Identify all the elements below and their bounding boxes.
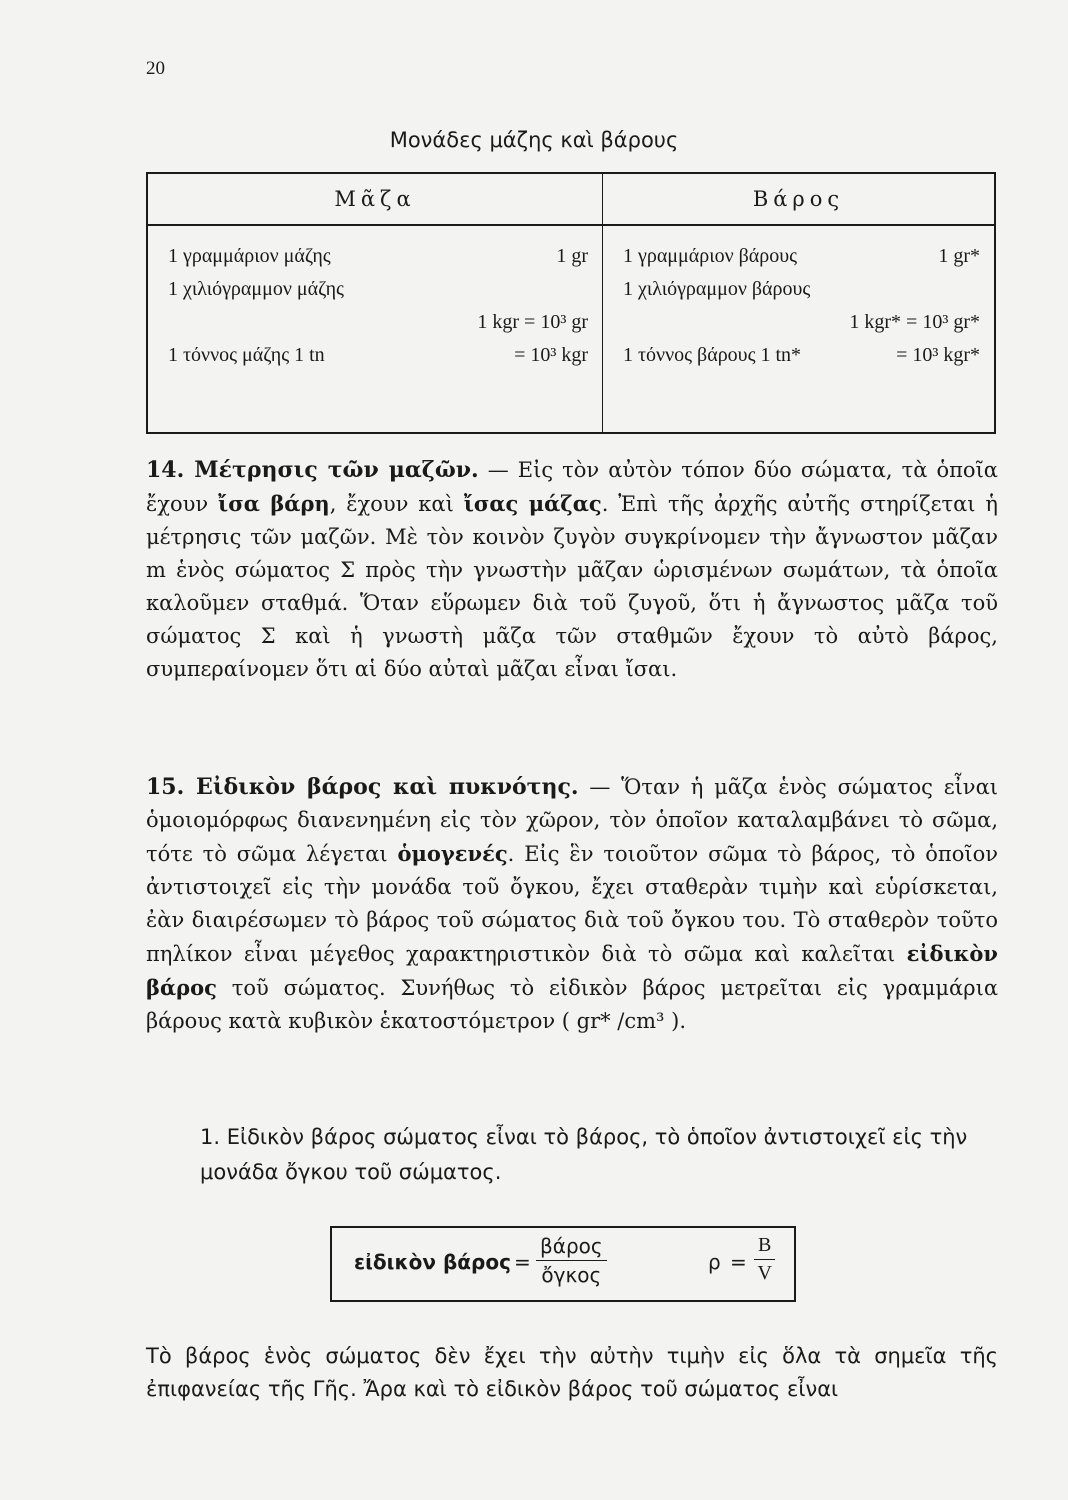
formula-symbol-B: B — [754, 1234, 775, 1260]
weight-kilogram-name: 1 χιλιόγραμμον βάρους — [623, 278, 811, 300]
mass-row-kilogram-equiv — [168, 306, 588, 339]
section-14-heading: 14. Μέτρησις τῶν μαζῶν. — [146, 457, 479, 483]
formula-rho: ρ — [708, 1250, 721, 1274]
mass-row-ton — [168, 339, 588, 372]
section-15-text-3: τοῦ σώματος. Συνήθως τὸ εἰδικὸν βάρος μετρεῖται εἰς γραμμάρια βάρους κατὰ κυβικὸν ἑκατοστόμετρον ( gr* /cm³ ). — [146, 976, 998, 1033]
mass-row-kilogram — [168, 273, 588, 306]
page-number: 20 — [146, 58, 165, 79]
mass-gram-value: 1 gr — [556, 245, 588, 267]
weight-row-ton — [623, 339, 980, 372]
section-14-text-2: , ἔχουν καὶ — [329, 492, 464, 516]
formula-equals-2: = — [730, 1250, 747, 1274]
formula-denominator: ὄγκος — [541, 1263, 602, 1287]
section-14-bold-2: ἴσας μάζας — [463, 491, 602, 516]
formula-lhs: εἰδικὸν βάρος — [354, 1250, 511, 1274]
weight-ton-name: 1 τόννος βάρους 1 tn* — [623, 344, 802, 366]
section-15-bold-2: εἰδικὸν βάρος — [146, 941, 998, 1000]
section-14-text-1: — Εἰς τὸν αὐτὸν τόπον δύο σώματα, τὰ ὁποῖα ἔχουν — [146, 458, 998, 516]
weight-column — [603, 225, 996, 433]
weight-row-kilogram-equiv — [623, 306, 980, 339]
formula-numerator: βάρος — [536, 1234, 607, 1261]
table-title: Μονάδες μάζης καὶ βάρους — [389, 128, 679, 152]
mass-kilogram-value: 1 kgr = 10³ gr — [477, 311, 588, 333]
formula-symbol-V: V — [757, 1262, 772, 1284]
weight-row-gram — [623, 240, 980, 273]
section-15-bold-1: ὁμογενές — [397, 841, 508, 866]
weight-ton-value: = 10³ kgr* — [896, 344, 980, 366]
section-14-bold-1: ἴσα βάρη — [218, 491, 330, 516]
weight-gram-value: 1 gr* — [938, 245, 980, 267]
mass-row-gram — [168, 240, 588, 273]
formula-fraction-words — [536, 1234, 607, 1287]
section-15-text-2: . Εἰς ἓν τοιοῦτον σῶμα τὸ βάρος, τὸ ὁποῖον ἀντιστοιχεῖ εἰς τὴν μονάδα τοῦ ὄγκου, ἔχει σταθερὰν τιμὴν καὶ εὑρίσκεται, ἐὰν διαιρέσωμεν τὸ βάρος τοῦ σώματος διὰ τοῦ ὄγκου του. Τὸ σταθερὸν τοῦτο πηλίκον εἶναι μέγεθος χαρακτηριστικὸν διὰ τὸ σῶμα καὶ καλεῖται — [146, 842, 998, 966]
section-14-paragraph — [146, 454, 998, 686]
weight-kilogram-value: 1 kgr* = 10³ gr* — [849, 311, 980, 333]
section-15-paragraph — [146, 771, 998, 1038]
mass-column — [147, 225, 603, 433]
definition-text: 1. Εἰδικὸν βάρος σώματος εἶναι τὸ βάρος, τὸ ὁποῖον ἀντιστοιχεῖ εἰς τὴν μονάδα ὄγκου τοῦ σώματος. — [200, 1125, 968, 1184]
mass-kilogram-name: 1 χιλιόγραμμον μάζης — [168, 278, 344, 300]
section-15-text-1: — Ὅταν ἡ μᾶζα ἑνὸς σώματος εἶναι ὁμοιομόρφως διανενημένη εἰς τὸν χῶρον, τὸν ὁποῖον καταλαμβάνει τὸ σῶμα, τότε τὸ σῶμα λέγεται — [146, 775, 998, 866]
header-weight: Βάρος — [603, 173, 996, 225]
table-header-row — [147, 173, 995, 225]
weight-row-kilogram — [623, 273, 980, 306]
units-table — [146, 172, 996, 434]
formula-fraction-symbols — [754, 1234, 775, 1285]
weight-gram-name: 1 γραμμάριον βάρους — [623, 245, 798, 267]
closing-paragraph: Τὸ βάρος ἑνὸς σώματος δὲν ἔχει τὴν αὐτὴν τιμὴν εἰς ὅλα τὰ σημεῖα τῆς ἐπιφανείας τῆς Γῆς. Ἄρα καὶ τὸ εἰδικὸν βάρος τοῦ σώματος εἶναι — [146, 1344, 998, 1401]
section-15-heading: 15. Εἰδικὸν βάρος καὶ πυκνότης. — [146, 774, 579, 800]
mass-ton-name: 1 τόννος μάζης 1 tn — [168, 344, 325, 366]
mass-ton-value: = 10³ kgr — [514, 344, 588, 366]
formula-box — [330, 1226, 796, 1302]
header-mass: Μᾶζα — [147, 173, 603, 225]
section-14-text-3: . Ἐπὶ τῆς ἀρχῆς αὐτῆς στηρίζεται ἡ μέτρησις τῶν μαζῶν. Μὲ τὸν κοινὸν ζυγὸν συγκρίνομεν τὴν ἄγνωστον μᾶζαν m ἑνὸς σώματος Σ πρὸς τὴν γνωστὴν μᾶζαν ὡρισμένων σωμάτων, τὰ ὁποῖα καλοῦμεν σταθμά. Ὅταν εὕρωμεν διὰ τοῦ ζυγοῦ, ὅτι ἡ ἄγνωστος μᾶζα τοῦ σώματος Σ καὶ ἡ γνωστὴ μᾶζα τῶν σταθμῶν ἔχουν τὸ αὐτὸ βάρος, συμπεραίνομεν ὅτι αἱ δύο αὐταὶ μᾶζαι εἶναι ἴσαι. — [146, 492, 998, 681]
table-body-row — [147, 225, 995, 433]
formula-equals-1: = — [514, 1250, 531, 1274]
mass-gram-name: 1 γραμμάριον μάζης — [168, 245, 331, 267]
